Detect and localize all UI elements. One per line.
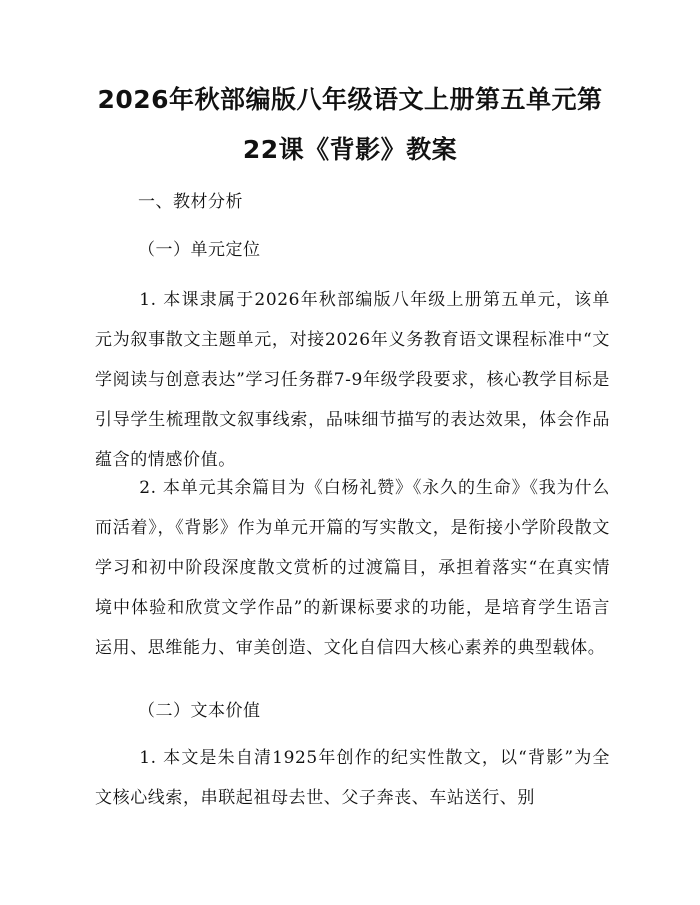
section-heading-textbook-analysis: 一、教材分析 xyxy=(138,192,243,212)
paragraph-text-value-1: 1. 本文是朱自清1925年创作的纪实性散文，以“背影”为全文核心线索，串联起祖母去世、父子奔丧、车站送行、别 xyxy=(95,748,610,808)
subsection-heading-unit-positioning: （一）单元定位 xyxy=(138,240,261,260)
subsection-heading-text-value: （二）文本价值 xyxy=(138,701,261,721)
paragraph-unit-positioning-2: 2. 本单元其余篇目为《白杨礼赞》《永久的生命》《我为什么而活着》，《背影》作为单元开篇的写实散文，是衔接小学阶段散文学习和初中阶段深度散文赏析的过渡篇目，承担着落实“在真实情境中体验和欣赏文学作品”的新课标要求的功能，是培育学生语言运用、思维能力、审美创造、文化自信四大核心素养的典型载体。 xyxy=(95,478,610,658)
document-title-line-2: 22课《背影》教案 xyxy=(242,135,458,164)
document-title-line-1: 2026年秋部编版八年级语文上册第五单元第 xyxy=(97,85,603,114)
paragraph-unit-positioning-1: 1. 本课隶属于2026年秋部编版八年级上册第五单元，该单元为叙事散文主题单元，对接2026年义务教育语文课程标准中“文学阅读与创意表达”学习任务群7-9年级学段要求，核心教学目标是引导学生梳理散文叙事线索，品味细节描写的表达效果，体会作品蕴含的情感价值。 xyxy=(95,290,610,470)
